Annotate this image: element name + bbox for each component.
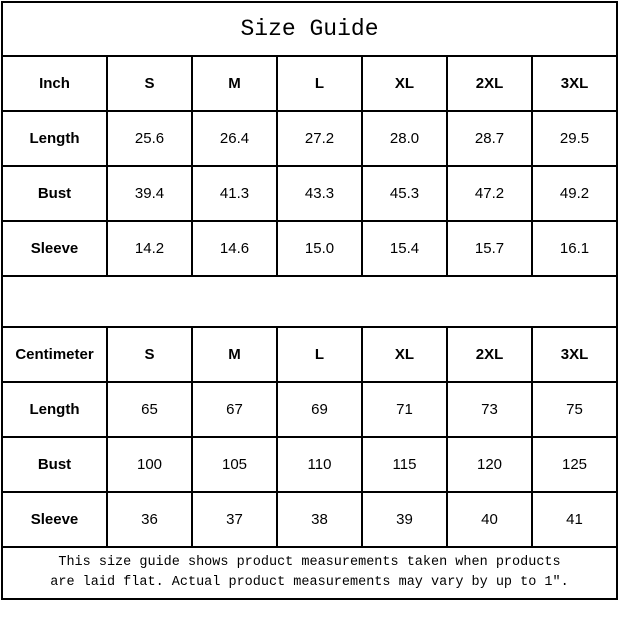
- value-cell: 65: [107, 382, 192, 437]
- value-cell: 73: [447, 382, 532, 437]
- value-cell: 14.2: [107, 221, 192, 276]
- value-cell: 28.7: [447, 111, 532, 166]
- value-cell: 41: [532, 492, 617, 547]
- value-cell: 26.4: [192, 111, 277, 166]
- value-cell: 105: [192, 437, 277, 492]
- footnote-cell: [2, 547, 617, 599]
- cm-size-header-m: M: [192, 327, 277, 382]
- cm-header-row: [2, 327, 617, 382]
- title-row: [2, 2, 617, 56]
- cm-size-header-xl: XL: [362, 327, 447, 382]
- footnote-row: [2, 547, 617, 599]
- value-cell: 38: [277, 492, 362, 547]
- cm-size-header-3xl: 3XL: [532, 327, 617, 382]
- value-cell: 40: [447, 492, 532, 547]
- row-label: Bust: [2, 437, 107, 492]
- spacer-row: [2, 276, 617, 327]
- value-cell: 29.5: [532, 111, 617, 166]
- spacer-cell: [2, 276, 617, 327]
- value-cell: 43.3: [277, 166, 362, 221]
- inch-bust-row: [2, 166, 617, 221]
- value-cell: 67: [192, 382, 277, 437]
- value-cell: 41.3: [192, 166, 277, 221]
- inch-header-row: [2, 56, 617, 111]
- page-title: Size Guide: [2, 2, 617, 56]
- cm-size-header-2xl: 2XL: [447, 327, 532, 382]
- value-cell: 69: [277, 382, 362, 437]
- value-cell: 15.4: [362, 221, 447, 276]
- footnote-line-1: This size guide shows product measurements taken when products: [58, 555, 561, 570]
- inch-length-row: [2, 111, 617, 166]
- value-cell: 49.2: [532, 166, 617, 221]
- size-guide-table: [1, 1, 618, 600]
- inch-size-header-2xl: 2XL: [447, 56, 532, 111]
- value-cell: 15.7: [447, 221, 532, 276]
- row-label: Bust: [2, 166, 107, 221]
- value-cell: 110: [277, 437, 362, 492]
- inch-sleeve-row: [2, 221, 617, 276]
- inch-size-header-m: M: [192, 56, 277, 111]
- cm-unit-header: Centimeter: [2, 327, 107, 382]
- cm-size-header-s: S: [107, 327, 192, 382]
- inch-unit-header: Inch: [2, 56, 107, 111]
- row-label: Sleeve: [2, 492, 107, 547]
- row-label: Length: [2, 382, 107, 437]
- value-cell: 125: [532, 437, 617, 492]
- value-cell: 45.3: [362, 166, 447, 221]
- value-cell: 28.0: [362, 111, 447, 166]
- value-cell: 120: [447, 437, 532, 492]
- row-label: Sleeve: [2, 221, 107, 276]
- value-cell: 37: [192, 492, 277, 547]
- value-cell: 15.0: [277, 221, 362, 276]
- inch-size-header-l: L: [277, 56, 362, 111]
- value-cell: 47.2: [447, 166, 532, 221]
- inch-size-header-3xl: 3XL: [532, 56, 617, 111]
- inch-size-header-xl: XL: [362, 56, 447, 111]
- value-cell: 75: [532, 382, 617, 437]
- value-cell: 27.2: [277, 111, 362, 166]
- row-label: Length: [2, 111, 107, 166]
- value-cell: 16.1: [532, 221, 617, 276]
- cm-length-row: [2, 382, 617, 437]
- value-cell: 71: [362, 382, 447, 437]
- value-cell: 100: [107, 437, 192, 492]
- value-cell: 14.6: [192, 221, 277, 276]
- cm-sleeve-row: [2, 492, 617, 547]
- value-cell: 115: [362, 437, 447, 492]
- value-cell: 36: [107, 492, 192, 547]
- cm-bust-row: [2, 437, 617, 492]
- cm-size-header-l: L: [277, 327, 362, 382]
- footnote-line-2: are laid flat. Actual product measurements may vary by up to 1″.: [50, 575, 569, 590]
- inch-size-header-s: S: [107, 56, 192, 111]
- value-cell: 25.6: [107, 111, 192, 166]
- value-cell: 39.4: [107, 166, 192, 221]
- value-cell: 39: [362, 492, 447, 547]
